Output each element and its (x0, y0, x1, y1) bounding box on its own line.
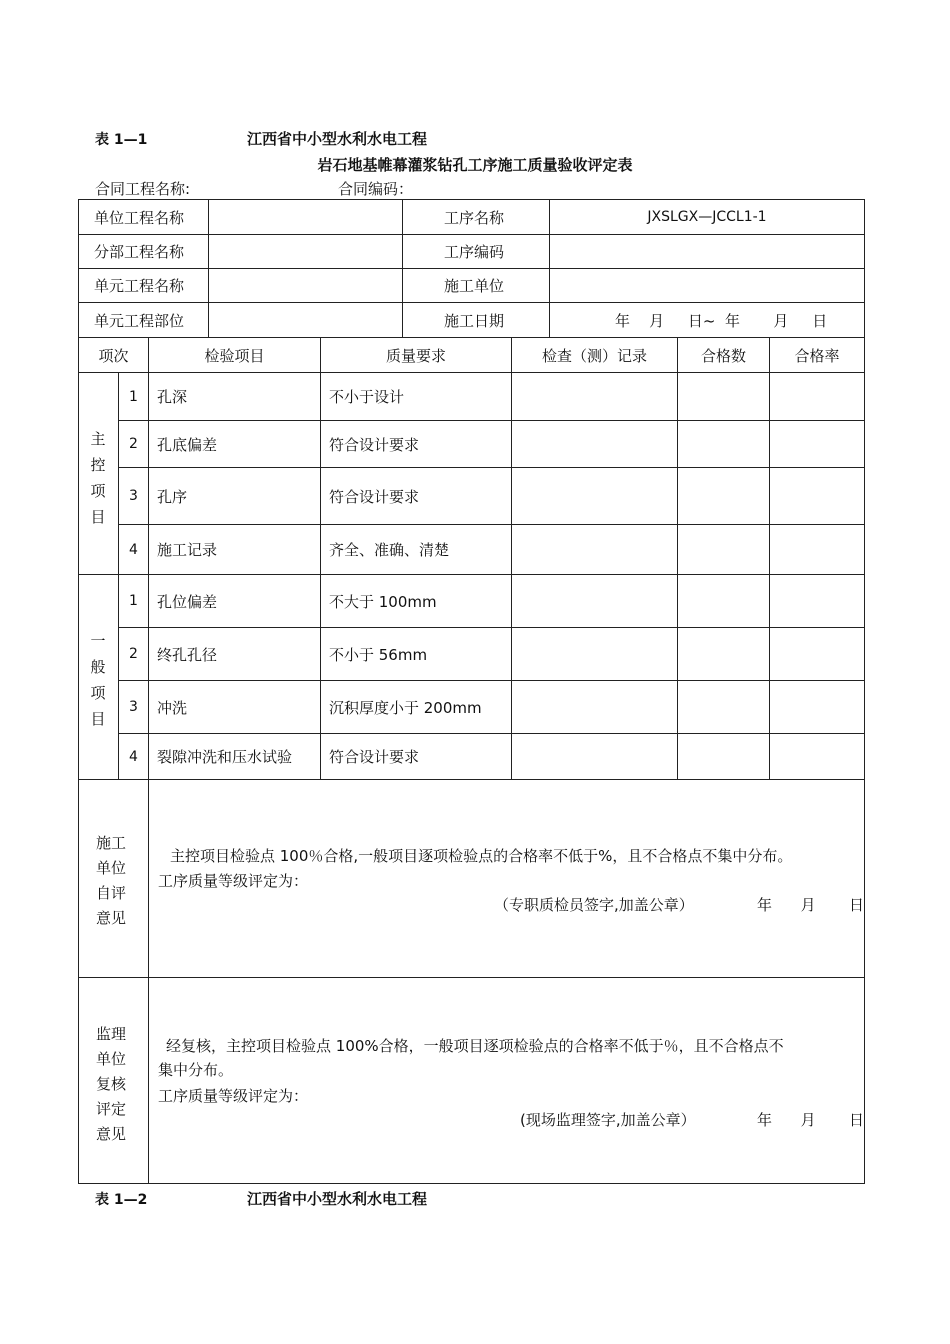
province-title: 江西省中小型水利水电工程 (247, 130, 428, 148)
supervisor-eval-date: 年 月 日 (757, 1111, 864, 1129)
process-code-field[interactable] (550, 235, 864, 268)
element-location-label: 单元工程部位 (94, 311, 185, 330)
col-pass-rate: 合格率 (794, 346, 840, 365)
next-table-number: 表 1—2 (95, 1192, 148, 1208)
col-item-no: 项次 (98, 346, 129, 365)
self-eval-statement: 主控项目检验点 100％合格,一般项目逐项检验点的合格率不低于%，且不合格点不集中分布。 (170, 847, 793, 865)
contract-name-label: 合同工程名称: (95, 180, 191, 198)
process-name-value: JXSLGX—JCCL1-1 (647, 209, 767, 225)
supervisor-eval-grade-label: 工序质量等级评定为： (158, 1087, 309, 1105)
supervisor-eval-statement: 经复核，主控项目检验点 100%合格，一般项目逐项检验点的合格率不低于％，且不合格点不 (166, 1037, 784, 1055)
supervisor-eval-signature: (现场监理签字,加盖公章） (520, 1111, 696, 1129)
col-record: 检查（测）记录 (541, 346, 647, 365)
element-project-label: 单元工程名称 (94, 277, 185, 295)
col-quality-requirement: 质量要求 (385, 346, 446, 365)
construction-unit-label: 施工单位 (444, 277, 505, 295)
contract-code-label: 合同编码： (338, 180, 414, 198)
construction-unit-field[interactable] (550, 269, 864, 302)
unit-project-label: 单位工程名称 (94, 208, 185, 227)
next-province-title: 江西省中小型水利水电工程 (247, 1190, 428, 1208)
sub-project-label: 分部工程名称 (94, 243, 185, 261)
process-name-label: 工序名称 (444, 208, 505, 227)
table-number: 表 1—1 (95, 132, 148, 148)
process-code-label: 工序编码 (444, 243, 505, 261)
self-eval-signature: （专职质检员签字,加盖公章） (494, 896, 694, 914)
element-project-field[interactable] (210, 269, 400, 302)
self-eval-date: 年 月 日 (757, 896, 864, 914)
page-title: 岩石地基帷幕灌浆钻孔工序施工质量验收评定表 (317, 156, 633, 174)
self-eval-grade-label: 工序质量等级评定为： (158, 872, 309, 890)
col-pass-count: 合格数 (700, 346, 746, 365)
sub-project-field[interactable] (210, 235, 400, 268)
supervisor-eval-statement-cont: 集中分布。 (158, 1061, 234, 1079)
unit-project-field[interactable] (210, 200, 400, 234)
construction-date-value: 年 月 日~ 年 月 日 (615, 311, 828, 330)
col-inspection-item: 检验项目 (204, 346, 265, 365)
element-location-field[interactable] (210, 303, 400, 337)
construction-date-label: 施工日期 (444, 311, 505, 330)
